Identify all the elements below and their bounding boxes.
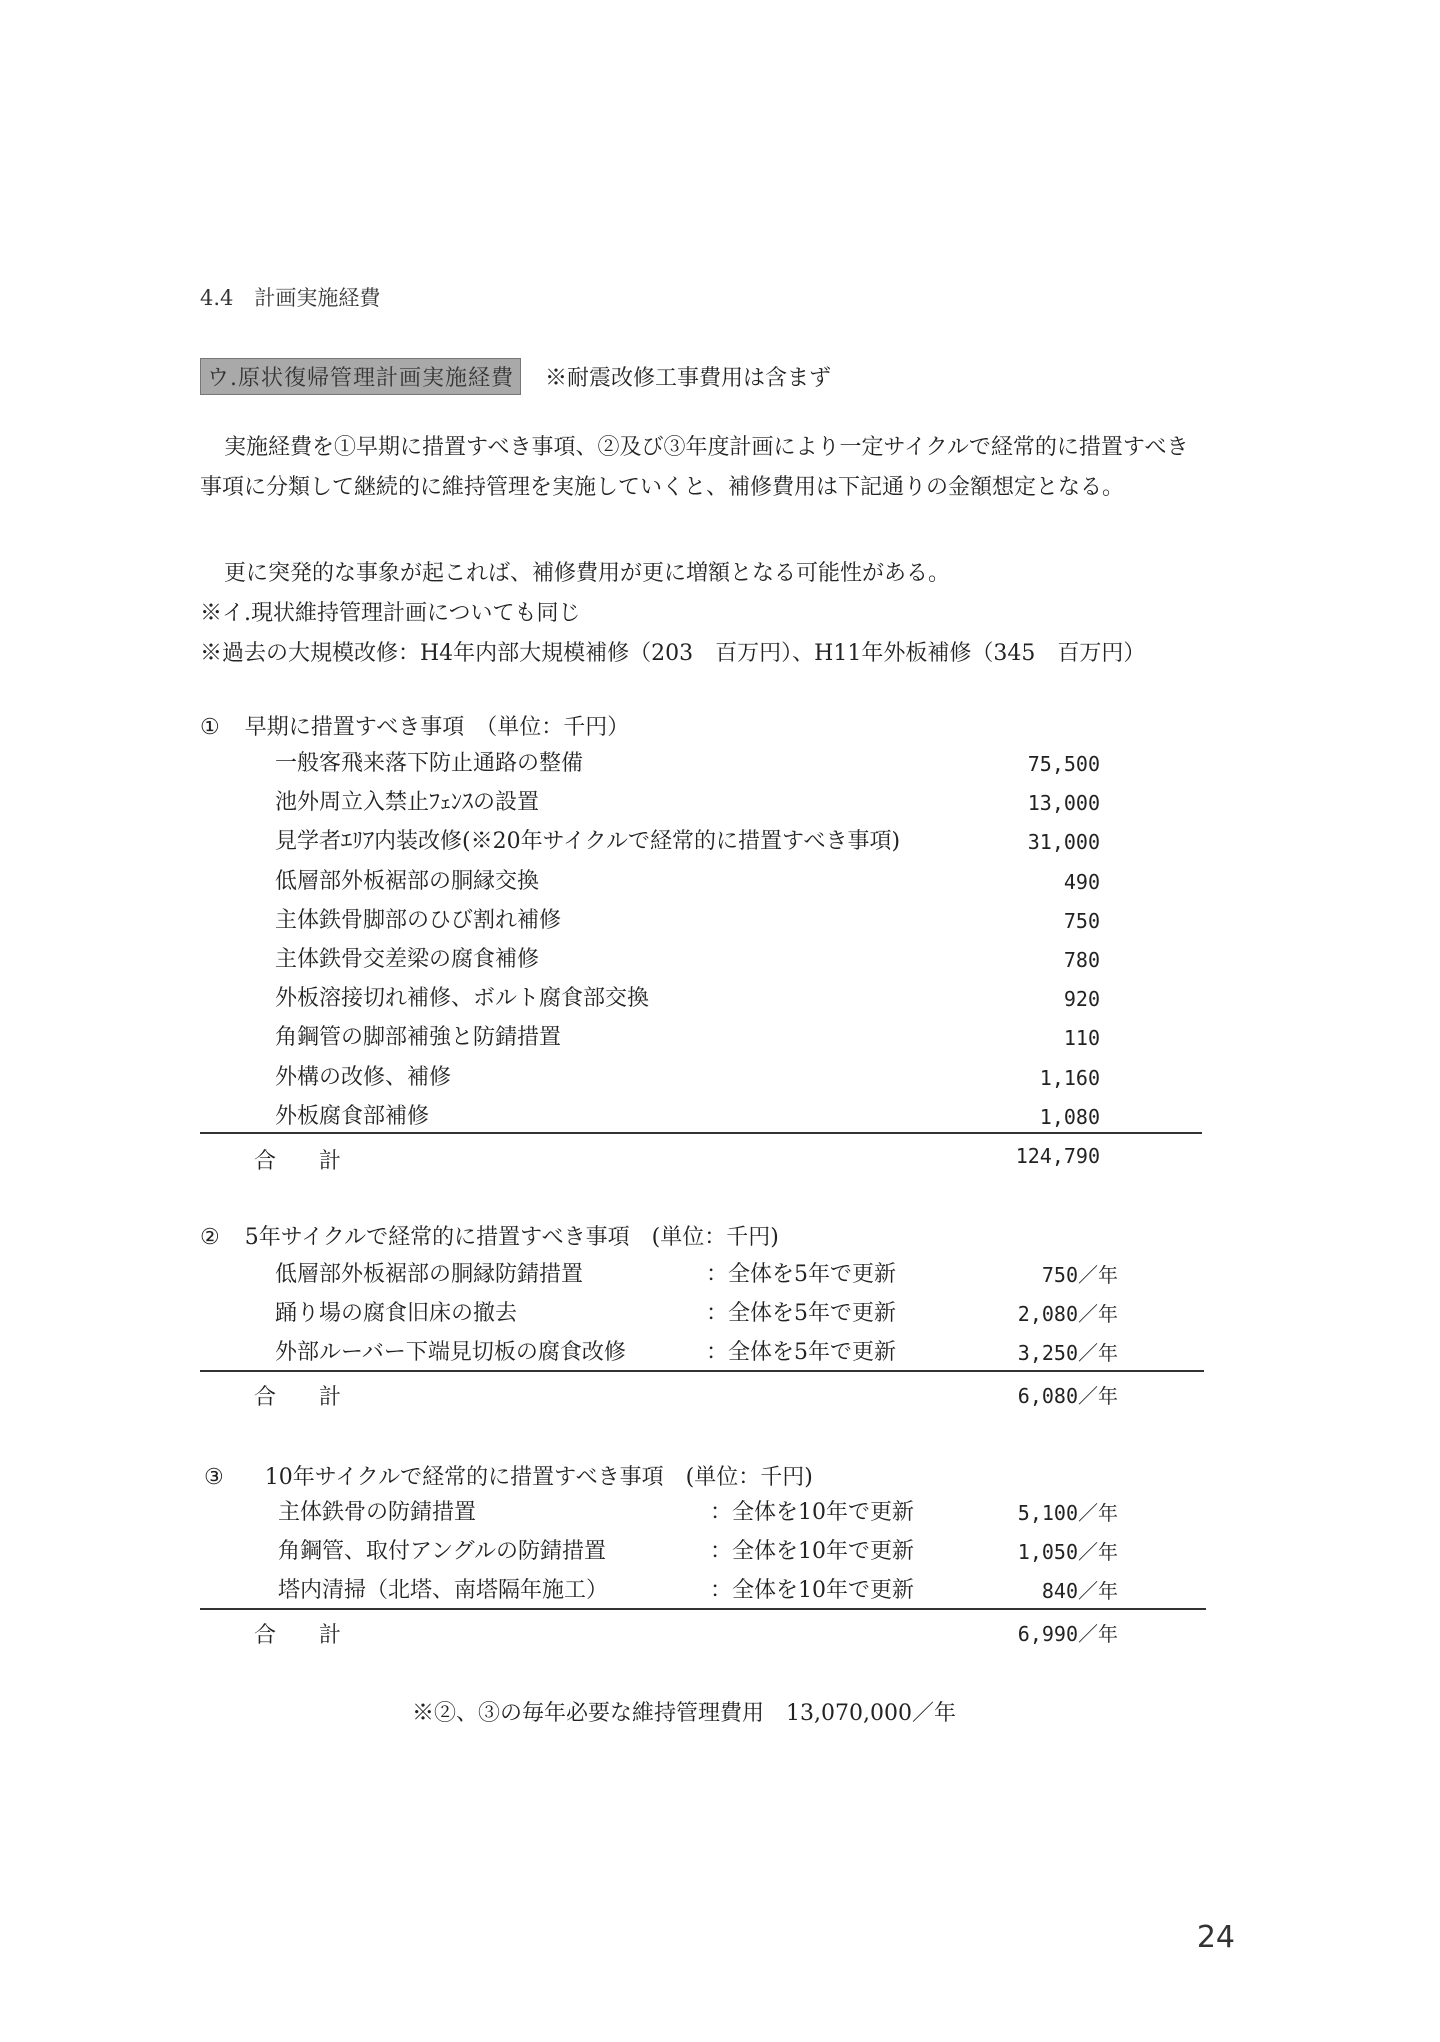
group1-item-label: 外板溶接切れ補修、ボルト腐食部交換	[275, 986, 650, 1012]
group1-item-value: 750	[1063, 908, 1100, 933]
group1-row	[275, 941, 1100, 979]
group2-item-label: 踊り場の腐食旧床の撤去	[275, 1301, 518, 1326]
group1-item-label: 外板腐食部補修	[275, 1103, 430, 1129]
group3-heading	[204, 1460, 813, 1491]
group3-item-value: 5,100／年	[1017, 1501, 1118, 1525]
group1-item-label: 池外周立入禁止ﾌｪﾝｽの設置	[275, 790, 540, 816]
group1-total-label: 合 計	[254, 1149, 359, 1174]
group1-row	[275, 1098, 1100, 1136]
group1-row	[275, 1059, 1100, 1097]
group2-item-value: 3,250／年	[1017, 1341, 1118, 1365]
group1-item-value: 920	[1063, 987, 1100, 1012]
group3-total-label: 合 計	[254, 1623, 359, 1648]
group2-row	[275, 1256, 1118, 1294]
group1-row	[275, 784, 1100, 822]
section-title: 4.4 計画実施経費	[200, 286, 381, 310]
group1-title: 早期に措置すべき事項 （単位：千円）	[244, 715, 630, 740]
group3-rule	[200, 1608, 1206, 1610]
group1-total-value: 124,790	[1015, 1144, 1100, 1168]
group1-item-label: 見学者ｴﾘｱ内装改修(※20年サイクルで経常的に措置すべき事項)	[275, 829, 901, 855]
group3-number: ③	[204, 1465, 224, 1490]
group2-total-value: 6,080／年	[1017, 1384, 1118, 1408]
group2-item-condition: ：全体を5年で更新	[706, 1301, 896, 1326]
group1-row	[275, 745, 1100, 783]
note-past-renovation: ※過去の大規模改修：H4年内部大規模補修（203 百万円）、H11年外板補修（345 百万円）	[200, 641, 1146, 666]
group3-row	[278, 1572, 1118, 1610]
group3-item-condition: ：全体を10年で更新	[710, 1539, 914, 1564]
group3-item-condition: ：全体を10年で更新	[710, 1578, 914, 1603]
group2-item-value: 750／年	[1041, 1263, 1118, 1287]
group2-row	[275, 1334, 1118, 1372]
group3-item-value: 840／年	[1041, 1579, 1118, 1603]
group2-number: ②	[200, 1225, 220, 1250]
group1-item-value: 490	[1063, 869, 1100, 894]
group2-heading	[200, 1220, 779, 1251]
group1-item-value: 31,000	[1027, 830, 1100, 855]
group2-total-label: 合 計	[254, 1385, 359, 1410]
heading-note: ※耐震改修工事費用は含まず	[545, 366, 832, 391]
group2-item-condition: ：全体を5年で更新	[706, 1262, 896, 1287]
group1-row	[275, 823, 1100, 861]
group1-row	[275, 863, 1100, 901]
group1-item-value: 13,000	[1027, 791, 1100, 816]
group1-item-label: 主体鉄骨交差梁の腐食補修	[275, 947, 540, 972]
group1-heading	[200, 710, 629, 741]
group1-item-value: 75,500	[1027, 752, 1100, 776]
group1-item-value: 110	[1063, 1026, 1100, 1051]
group2-item-label: 外部ルーバー下端見切板の腐食改修	[275, 1340, 626, 1365]
group1-item-value: 1,160	[1039, 1065, 1100, 1090]
page-number: 24	[1196, 1920, 1235, 1955]
group1-item-label: 主体鉄骨脚部のひび割れ補修	[275, 907, 562, 933]
group1-item-label: 低層部外板裾部の胴縁交換	[275, 868, 540, 894]
group2-rule	[200, 1370, 1204, 1372]
group1-item-label: 角鋼管の脚部補強と防錆措置	[275, 1025, 562, 1051]
group3-item-label: 塔内清掃（北塔、南塔隔年施工）	[278, 1578, 609, 1603]
group3-row	[278, 1494, 1118, 1532]
group3-row	[278, 1533, 1118, 1571]
group2-item-value: 2,080／年	[1017, 1302, 1118, 1326]
paragraph-sudden: 更に突発的な事象が起これば、補修費用が更に増額となる可能性がある。	[224, 561, 951, 586]
group3-title: 10年サイクルで経常的に措置すべき事項 (単位：千円)	[264, 1465, 813, 1490]
boxed-heading: ウ.原状復帰管理計画実施経費	[200, 358, 521, 395]
group1-row	[275, 1019, 1100, 1057]
group1-rule	[200, 1132, 1202, 1134]
annual-cost-note: ※②、③の毎年必要な維持管理費用 13,070,000／年	[412, 1701, 956, 1726]
group3-item-condition: ：全体を10年で更新	[710, 1500, 914, 1525]
group1-number: ①	[200, 715, 220, 740]
group2-item-label: 低層部外板裾部の胴縁防錆措置	[275, 1262, 584, 1287]
group3-item-label: 主体鉄骨の防錆措置	[278, 1500, 477, 1525]
group1-item-label: 外構の改修、補修	[275, 1064, 452, 1090]
group1-item-label: 一般客飛来落下防止通路の整備	[275, 751, 584, 776]
note-same-plan: ※イ.現状維持管理計画についても同じ	[200, 601, 581, 626]
group1-row	[275, 980, 1100, 1018]
group3-total-value: 6,990／年	[1017, 1622, 1118, 1646]
group2-item-condition: ：全体を5年で更新	[706, 1340, 896, 1365]
group1-item-value: 780	[1063, 948, 1100, 972]
group1-row	[275, 902, 1100, 940]
paragraph-intro: 実施経費を①早期に措置すべき事項、②及び③年度計画により一定サイクルで経常的に措置すべき事項に分類して継続的に維持管理を実施していくと、補修費用は下記通りの金額想定となる。	[200, 435, 1189, 500]
subsection-heading	[200, 358, 831, 395]
group3-item-label: 角鋼管、取付アングルの防錆措置	[278, 1539, 607, 1564]
group2-title: 5年サイクルで経常的に措置すべき事項 (単位：千円)	[244, 1225, 779, 1250]
group1-item-value: 1,080	[1039, 1104, 1100, 1129]
group2-row	[275, 1295, 1118, 1333]
group3-item-value: 1,050／年	[1017, 1540, 1118, 1564]
